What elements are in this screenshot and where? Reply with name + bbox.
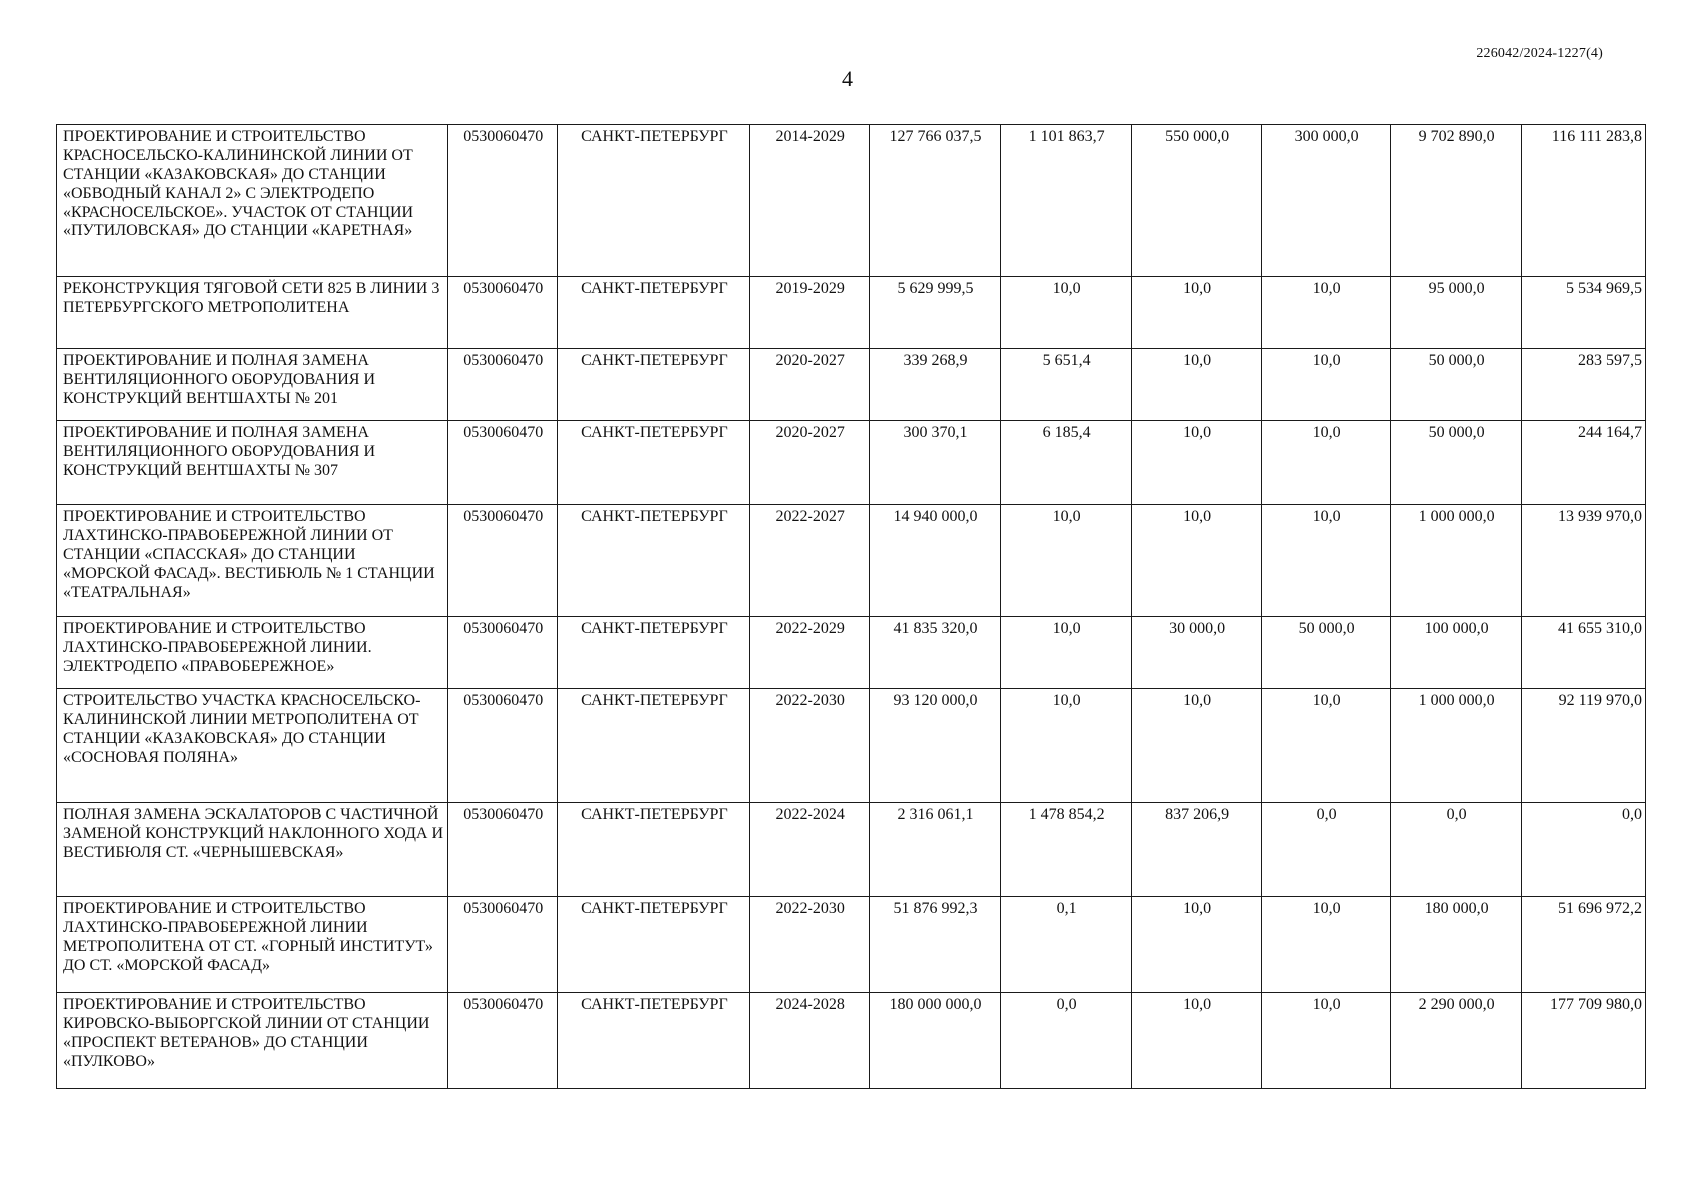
value-cell-3: 10,0 [1262, 421, 1391, 505]
region-cell: САНКТ-ПЕТЕРБУРГ [558, 689, 750, 803]
table-row [57, 505, 1646, 617]
value-cell-5: 116 111 283,8 [1522, 125, 1646, 277]
value-cell-2: 10,0 [1132, 349, 1262, 421]
value-cell-1: 6 185,4 [1001, 421, 1132, 505]
total-cost-cell: 2 316 061,1 [870, 803, 1001, 897]
project-name-cell: СТРОИТЕЛЬСТВО УЧАСТКА КРАСНОСЕЛЬСКО-КАЛИНИНСКОЙ ЛИНИИ МЕТРОПОЛИТЕНА ОТ СТАНЦИИ «КАЗАКОВСКАЯ» ДО СТАНЦИИ «СОСНОВАЯ ПОЛЯНА» [57, 689, 448, 803]
value-cell-3: 10,0 [1262, 505, 1391, 617]
region-cell: САНКТ-ПЕТЕРБУРГ [558, 125, 750, 277]
value-cell-2: 550 000,0 [1132, 125, 1262, 277]
table-body [57, 125, 1646, 1089]
years-cell: 2022-2027 [750, 505, 870, 617]
code-cell: 0530060470 [448, 349, 558, 421]
region-cell: САНКТ-ПЕТЕРБУРГ [558, 277, 750, 349]
value-cell-5: 92 119 970,0 [1522, 689, 1646, 803]
years-cell: 2022-2024 [750, 803, 870, 897]
value-cell-3: 10,0 [1262, 689, 1391, 803]
code-cell: 0530060470 [448, 897, 558, 993]
table-row [57, 897, 1646, 993]
project-name-cell: РЕКОНСТРУКЦИЯ ТЯГОВОЙ СЕТИ 825 В ЛИНИИ 3 ПЕТЕРБУРГСКОГО МЕТРОПОЛИТЕНА [57, 277, 448, 349]
total-cost-cell: 180 000 000,0 [870, 993, 1001, 1089]
code-cell: 0530060470 [448, 277, 558, 349]
project-name-cell: ПРОЕКТИРОВАНИЕ И ПОЛНАЯ ЗАМЕНА ВЕНТИЛЯЦИОННОГО ОБОРУДОВАНИЯ И КОНСТРУКЦИЙ ВЕНТШАХТЫ № 201 [57, 349, 448, 421]
value-cell-4: 0,0 [1391, 803, 1522, 897]
project-name-cell: ПРОЕКТИРОВАНИЕ И СТРОИТЕЛЬСТВО ЛАХТИНСКО-ПРАВОБЕРЕЖНОЙ ЛИНИИ. ЭЛЕКТРОДЕПО «ПРАВОБЕРЕЖНОЕ» [57, 617, 448, 689]
page-number: 4 [842, 66, 853, 91]
value-cell-4: 50 000,0 [1391, 421, 1522, 505]
value-cell-5: 5 534 969,5 [1522, 277, 1646, 349]
value-cell-4: 1 000 000,0 [1391, 689, 1522, 803]
value-cell-1: 0,0 [1001, 993, 1132, 1089]
table-row [57, 617, 1646, 689]
value-cell-2: 10,0 [1132, 421, 1262, 505]
region-cell: САНКТ-ПЕТЕРБУРГ [558, 505, 750, 617]
value-cell-3: 10,0 [1262, 897, 1391, 993]
years-cell: 2022-2030 [750, 689, 870, 803]
value-cell-2: 10,0 [1132, 277, 1262, 349]
project-name-cell: ПРОЕКТИРОВАНИЕ И СТРОИТЕЛЬСТВО КИРОВСКО-ВЫБОРГСКОЙ ЛИНИИ ОТ СТАНЦИИ «ПРОСПЕКТ ВЕТЕРАНОВ» ДО СТАНЦИИ «ПУЛКОВО» [57, 993, 448, 1089]
value-cell-1: 1 101 863,7 [1001, 125, 1132, 277]
project-name-cell: ПРОЕКТИРОВАНИЕ И СТРОИТЕЛЬСТВО ЛАХТИНСКО-ПРАВОБЕРЕЖНОЙ ЛИНИИ ОТ СТАНЦИИ «СПАССКАЯ» ДО СТАНЦИИ «МОРСКОЙ ФАСАД». ВЕСТИБЮЛЬ № 1 СТАНЦИИ «ТЕАТРАЛЬНАЯ» [57, 505, 448, 617]
value-cell-5: 41 655 310,0 [1522, 617, 1646, 689]
value-cell-4: 50 000,0 [1391, 349, 1522, 421]
value-cell-3: 10,0 [1262, 349, 1391, 421]
project-name-cell: ПРОЕКТИРОВАНИЕ И ПОЛНАЯ ЗАМЕНА ВЕНТИЛЯЦИОННОГО ОБОРУДОВАНИЯ И КОНСТРУКЦИЙ ВЕНТШАХТЫ № 307 [57, 421, 448, 505]
value-cell-4: 9 702 890,0 [1391, 125, 1522, 277]
value-cell-5: 13 939 970,0 [1522, 505, 1646, 617]
total-cost-cell: 41 835 320,0 [870, 617, 1001, 689]
total-cost-cell: 339 268,9 [870, 349, 1001, 421]
value-cell-2: 10,0 [1132, 689, 1262, 803]
total-cost-cell: 127 766 037,5 [870, 125, 1001, 277]
code-cell: 0530060470 [448, 125, 558, 277]
years-cell: 2014-2029 [750, 125, 870, 277]
value-cell-3: 0,0 [1262, 803, 1391, 897]
code-cell: 0530060470 [448, 689, 558, 803]
region-cell: САНКТ-ПЕТЕРБУРГ [558, 803, 750, 897]
value-cell-2: 10,0 [1132, 993, 1262, 1089]
table-row [57, 803, 1646, 897]
years-cell: 2022-2030 [750, 897, 870, 993]
value-cell-4: 1 000 000,0 [1391, 505, 1522, 617]
years-cell: 2019-2029 [750, 277, 870, 349]
total-cost-cell: 5 629 999,5 [870, 277, 1001, 349]
total-cost-cell: 93 120 000,0 [870, 689, 1001, 803]
region-cell: САНКТ-ПЕТЕРБУРГ [558, 349, 750, 421]
table-row [57, 421, 1646, 505]
value-cell-4: 100 000,0 [1391, 617, 1522, 689]
investment-table-container [56, 124, 1646, 1089]
code-cell: 0530060470 [448, 617, 558, 689]
total-cost-cell: 14 940 000,0 [870, 505, 1001, 617]
code-cell: 0530060470 [448, 803, 558, 897]
table-row [57, 993, 1646, 1089]
value-cell-1: 0,1 [1001, 897, 1132, 993]
project-name-cell: ПОЛНАЯ ЗАМЕНА ЭСКАЛАТОРОВ С ЧАСТИЧНОЙ ЗАМЕНОЙ КОНСТРУКЦИЙ НАКЛОННОГО ХОДА И ВЕСТИБЮЛЯ СТ. «ЧЕРНЫШЕВСКАЯ» [57, 803, 448, 897]
value-cell-5: 177 709 980,0 [1522, 993, 1646, 1089]
value-cell-3: 10,0 [1262, 277, 1391, 349]
value-cell-1: 1 478 854,2 [1001, 803, 1132, 897]
value-cell-2: 10,0 [1132, 897, 1262, 993]
years-cell: 2020-2027 [750, 421, 870, 505]
table-row [57, 349, 1646, 421]
years-cell: 2020-2027 [750, 349, 870, 421]
document-number: 226042/2024-1227(4) [1476, 46, 1603, 61]
value-cell-3: 50 000,0 [1262, 617, 1391, 689]
value-cell-1: 10,0 [1001, 689, 1132, 803]
code-cell: 0530060470 [448, 993, 558, 1089]
years-cell: 2022-2029 [750, 617, 870, 689]
value-cell-5: 51 696 972,2 [1522, 897, 1646, 993]
region-cell: САНКТ-ПЕТЕРБУРГ [558, 421, 750, 505]
value-cell-1: 5 651,4 [1001, 349, 1132, 421]
value-cell-4: 95 000,0 [1391, 277, 1522, 349]
value-cell-2: 30 000,0 [1132, 617, 1262, 689]
value-cell-3: 10,0 [1262, 993, 1391, 1089]
region-cell: САНКТ-ПЕТЕРБУРГ [558, 897, 750, 993]
value-cell-1: 10,0 [1001, 505, 1132, 617]
code-cell: 0530060470 [448, 421, 558, 505]
value-cell-3: 300 000,0 [1262, 125, 1391, 277]
value-cell-2: 10,0 [1132, 505, 1262, 617]
value-cell-2: 837 206,9 [1132, 803, 1262, 897]
table-row [57, 689, 1646, 803]
years-cell: 2024-2028 [750, 993, 870, 1089]
total-cost-cell: 51 876 992,3 [870, 897, 1001, 993]
value-cell-5: 0,0 [1522, 803, 1646, 897]
table-row [57, 125, 1646, 277]
value-cell-4: 2 290 000,0 [1391, 993, 1522, 1089]
value-cell-5: 283 597,5 [1522, 349, 1646, 421]
investment-table [56, 124, 1646, 1089]
value-cell-1: 10,0 [1001, 277, 1132, 349]
region-cell: САНКТ-ПЕТЕРБУРГ [558, 993, 750, 1089]
project-name-cell: ПРОЕКТИРОВАНИЕ И СТРОИТЕЛЬСТВО КРАСНОСЕЛЬСКО-КАЛИНИНСКОЙ ЛИНИИ ОТ СТАНЦИИ «КАЗАКОВСКАЯ» ДО СТАНЦИИ «ОБВОДНЫЙ КАНАЛ 2» С ЭЛЕКТРОДЕПО «КРАСНОСЕЛЬСКОЕ». УЧАСТОК ОТ СТАНЦИИ «ПУТИЛОВСКАЯ» ДО СТАНЦИИ «КАРЕТНАЯ» [57, 125, 448, 277]
value-cell-1: 10,0 [1001, 617, 1132, 689]
project-name-cell: ПРОЕКТИРОВАНИЕ И СТРОИТЕЛЬСТВО ЛАХТИНСКО-ПРАВОБЕРЕЖНОЙ ЛИНИИ МЕТРОПОЛИТЕНА ОТ СТ. «ГОРНЫЙ ИНСТИТУТ» ДО СТ. «МОРСКОЙ ФАСАД» [57, 897, 448, 993]
value-cell-4: 180 000,0 [1391, 897, 1522, 993]
value-cell-5: 244 164,7 [1522, 421, 1646, 505]
region-cell: САНКТ-ПЕТЕРБУРГ [558, 617, 750, 689]
total-cost-cell: 300 370,1 [870, 421, 1001, 505]
code-cell: 0530060470 [448, 505, 558, 617]
table-row [57, 277, 1646, 349]
